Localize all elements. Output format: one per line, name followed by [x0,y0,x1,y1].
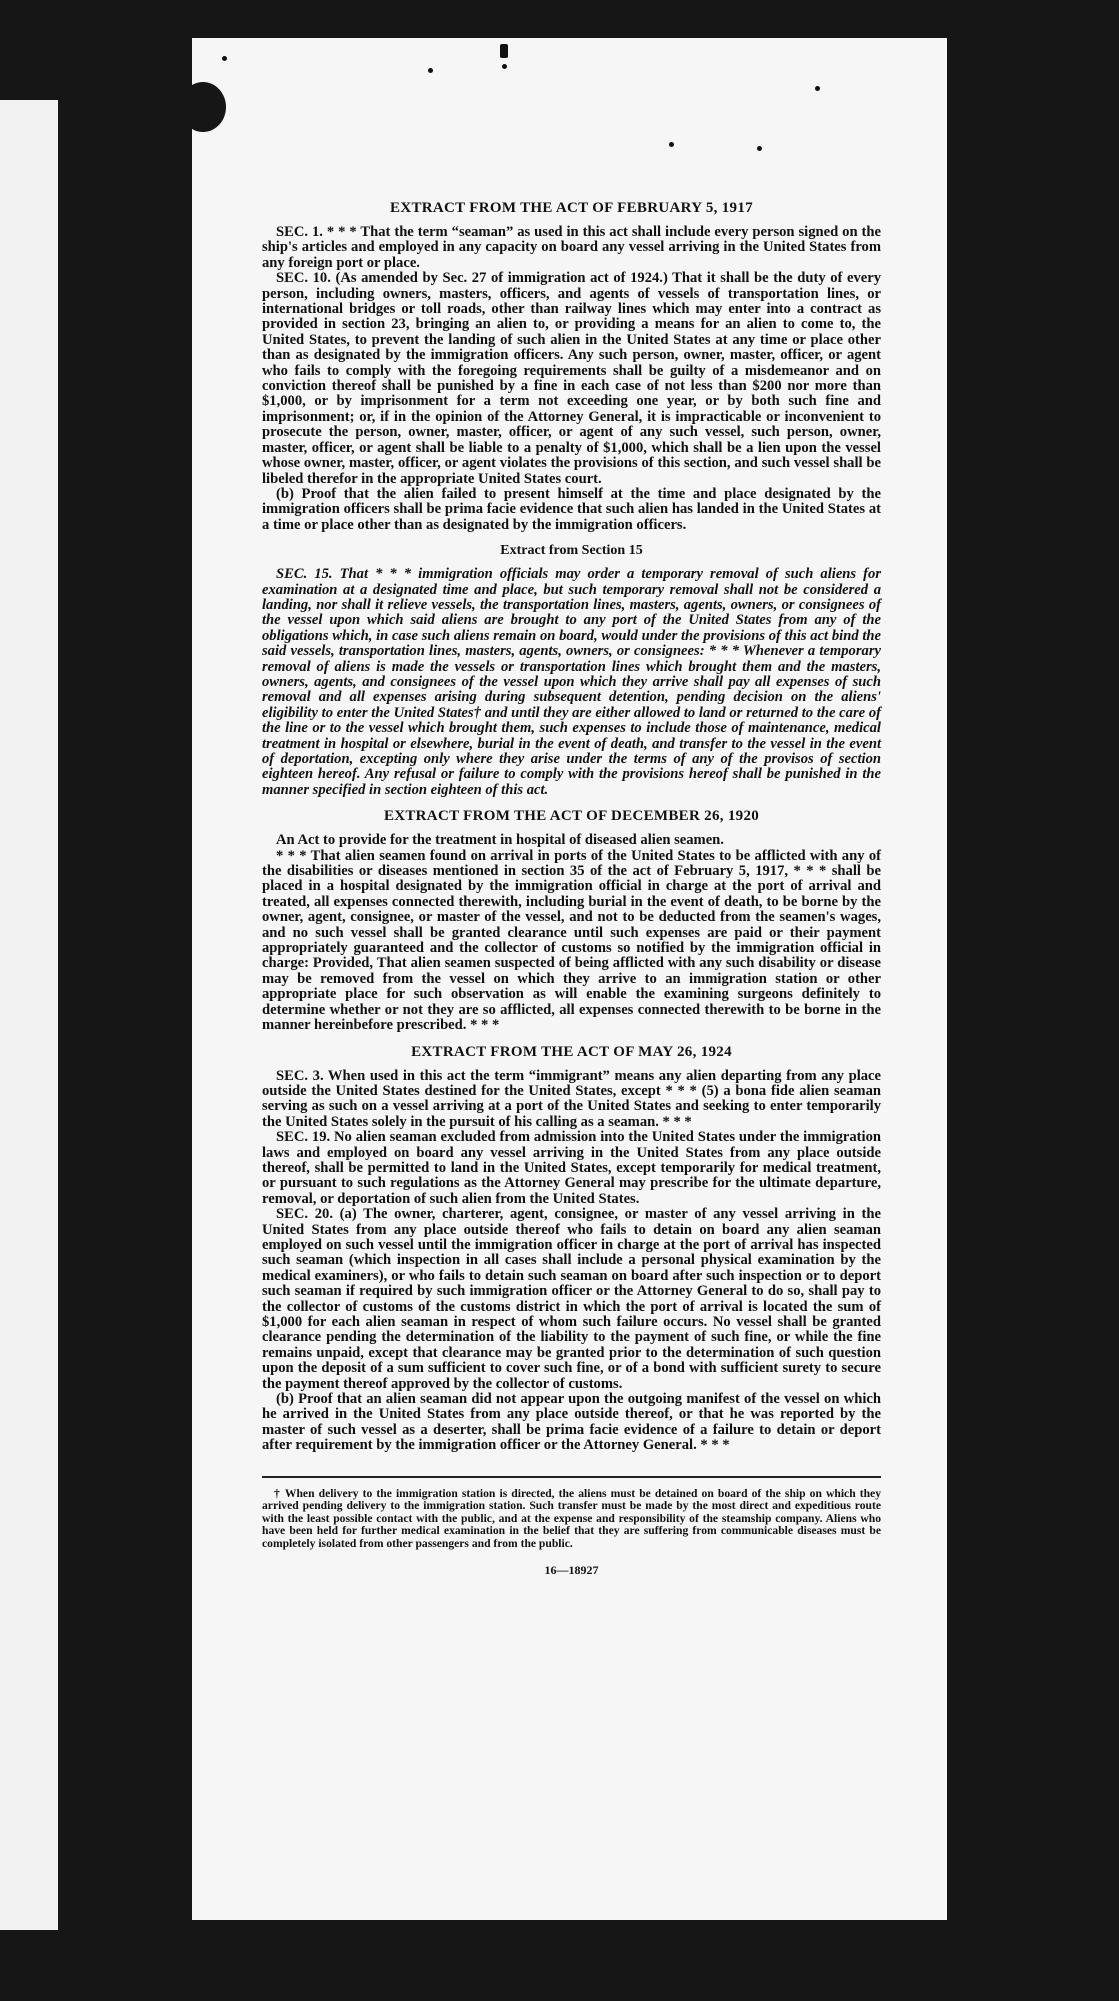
paragraph: An Act to provide for the treatment in hospital of diseased alien seamen. [276,832,724,849]
section-15-heading: Extract from Section 15 [500,543,643,559]
speck [757,146,762,151]
speck [669,142,674,147]
paragraph: SEC. 20. (a) The owner, charterer, agent, consignee, or master of any vessel arriving in the United States from any place outside thereof who fails to detain on board any alien seaman employed on such vessel until the immigration officer in charge at the port of arrival has inspected such seaman (which inspection in all cases shall include a personal physical examination by the medical examiners), or who fails to detain such seaman on board after such inspection or to deport such seaman if required by such immigration officer or the Attorney General to do so, shall pay to the collector of customs of the customs district in which the port of arrival is located the sum of $1,000 for each alien seaman in respect of whom such failure occurs. No vessel shall be granted clearance pending the determination of the liability to the payment of such fine, or while the fine remains unpaid, except that clearance may be granted prior to the determination of such question upon the deposit of a sum sufficient to cover such fine, or of a bond with sufficient surety to secure the payment thereof approved by the collector of customs. [262,1206,881,1392]
footnote-divider [262,1476,881,1478]
document-page [192,38,947,1920]
paragraph: SEC. 19. No alien seaman excluded from admission into the United States under the immigration laws and employed on board any vessel arriving in the United States from any place outside thereof, shall be permitted to land in the United States, except temporarily for medical treatment, or pursuant to such regulations as the Attorney General may prescribe for the ultimate departure, removal, or deportation of such alien from the United States. [262,1129,881,1207]
paragraph: SEC. 3. When used in this act the term “immigrant” means any alien departing from any place outside the United States destined for the United States, except * * * (5) a bona fide alien seaman serving as such on a vessel arriving at a port of the United States and seeking to enter temporarily the United States solely in the pursuit of his calling as a seaman. * * * [262,1067,881,1130]
section-heading-1920: EXTRACT FROM THE ACT OF DECEMBER 26, 1920 [383,808,760,825]
paragraph-italic: SEC. 15. That * * * immigration officials may order a temporary removal of such aliens for examination at a designated time and place, but such temporary removal shall not be considered a landing, nor shall it relieve vessels, the transportation lines, masters, agents, owners, or consignees of the vessel upon which said aliens are brought to any port of the United States from any of the obligations which, in case such aliens remain on board, would under the provisions of this act bind the said vessels, transportation lines, masters, agents, owners, or consignees: * * * Whenever a temporary removal of aliens is made the vessels or transportation lines which brought them and the masters, owners, agents, and consignees of the vessel upon which they arrive shall pay all expenses of such removal and all expenses arising during subsequent detention, pending decision on the aliens' eligibility to enter the United States† and until they are either allowed to land or returned to the care of the line or to the vessel which brought them, such expenses to include those of maintenance, medical treatment in hospital or elsewhere, burial in the event of death, and transfer to the vessel in the event of deportation, excepting only where they arise under the terms of any of the provisos of section eighteen hereof. Any refusal or failure to comply with the provisions hereof shall be punished in the manner specified in section eighteen of this act. [262,566,881,798]
page-number: 16—18927 [544,1562,599,1577]
binding-hole [180,82,226,132]
adjacent-page-edge [0,100,58,1930]
speck [428,68,433,73]
paragraph: (b) Proof that an alien seaman did not appear upon the outgoing manifest of the vessel on which he arrived in the United States from any place outside thereof, or that he was reported by the master of such vessel as a deserter, shall be prima facie evidence of a failure to detain or deport after requirement by the immigration officer or the Attorney General. * * * [262,1391,881,1454]
paragraph: SEC. 10. (As amended by Sec. 27 of immigration act of 1924.) That it shall be the duty of every person, including owners, masters, officers, and agents of vessels of transportation lines, or international bridges or toll roads, other than railway lines which may enter into a contract as provided in section 23, bringing an alien to, or providing a means for an alien to come to, the United States, to prevent the landing of such alien in the United States at any time or place other than as designated by the immigration officers. Any such person, owner, master, officer, or agent who fails to comply with the foregoing requirements shall be guilty of a misdemeanor and on conviction thereof shall be punished by a fine in each case of not less than $200 nor more than $1,000, or by imprisonment for a term not exceeding one year, or by both such fine and imprisonment; or, if in the opinion of the Attorney General, it is impracticable or inconvenient to prosecute the person, owner, master, officer, or agent of any such vessel, such person, owner, master, officer, or agent shall be liable to a penalty of $1,000, which shall be a lien upon the vessel whose owner, master, officer, or agent violates the provisions of this section, and such vessel shall be libeled therefor in the appropriate United States court. [262,270,881,487]
footnote: † When delivery to the immigration station is directed, the aliens must be detained on board of the ship on which they arrived pending delivery to the immigration station. Such transfer must be made by the most direct and expeditious route with the least possible contact with the public, and at the expense and responsibility of the steamship company. Aliens who have been held for further medical examination in the belief that they are suffering from communicable diseases must be completely isolated from other passengers and from the public. [262,1486,881,1551]
speck [222,56,227,61]
speck [500,44,508,58]
section-heading-1917: EXTRACT FROM THE ACT OF FEBRUARY 5, 1917 [390,200,753,216]
section-heading-1924: EXTRACT FROM THE ACT OF MAY 26, 1924 [411,1043,732,1060]
speck [815,86,820,91]
paragraph: (b) Proof that the alien failed to present himself at the time and place designated by the immigration officers shall be prima facie evidence that such alien has landed in the United States at a time or place other than as designated by the immigration officers. [262,485,881,533]
paragraph: * * * That alien seamen found on arrival in ports of the United States to be afflicted with any of the disabilities or diseases mentioned in section 35 of the act of February 5, 1917, * * * shall be placed in a hospital designated by the immigration official in charge at the port of arrival and treated, all expenses connected therewith, including burial in the event of death, to be borne by the owner, agent, consignee, or master of the vessel, and not to be deducted from the seamen's wages, and no such vessel shall be granted clearance until such expenses are paid or their payment appropriately guaranteed and the collector of customs so notified by the immigration official in charge: Provided, That alien seamen suspected of being afflicted with any such disability or disease may be removed from the vessel on which they arrive to an immigration station or other appropriate place for such observation as will enable the examining surgeons definitely to determine whether or not they are so afflicted, all expenses connected therewith to be borne in the manner hereinbefore prescribed. * * * [262,847,881,1034]
speck [502,64,507,69]
paragraph: SEC. 1. * * * That the term “seaman” as used in this act shall include every person signed on the ship's articles and employed in any capacity on board any vessel arriving in the United States from any foreign port or place. [262,224,881,271]
